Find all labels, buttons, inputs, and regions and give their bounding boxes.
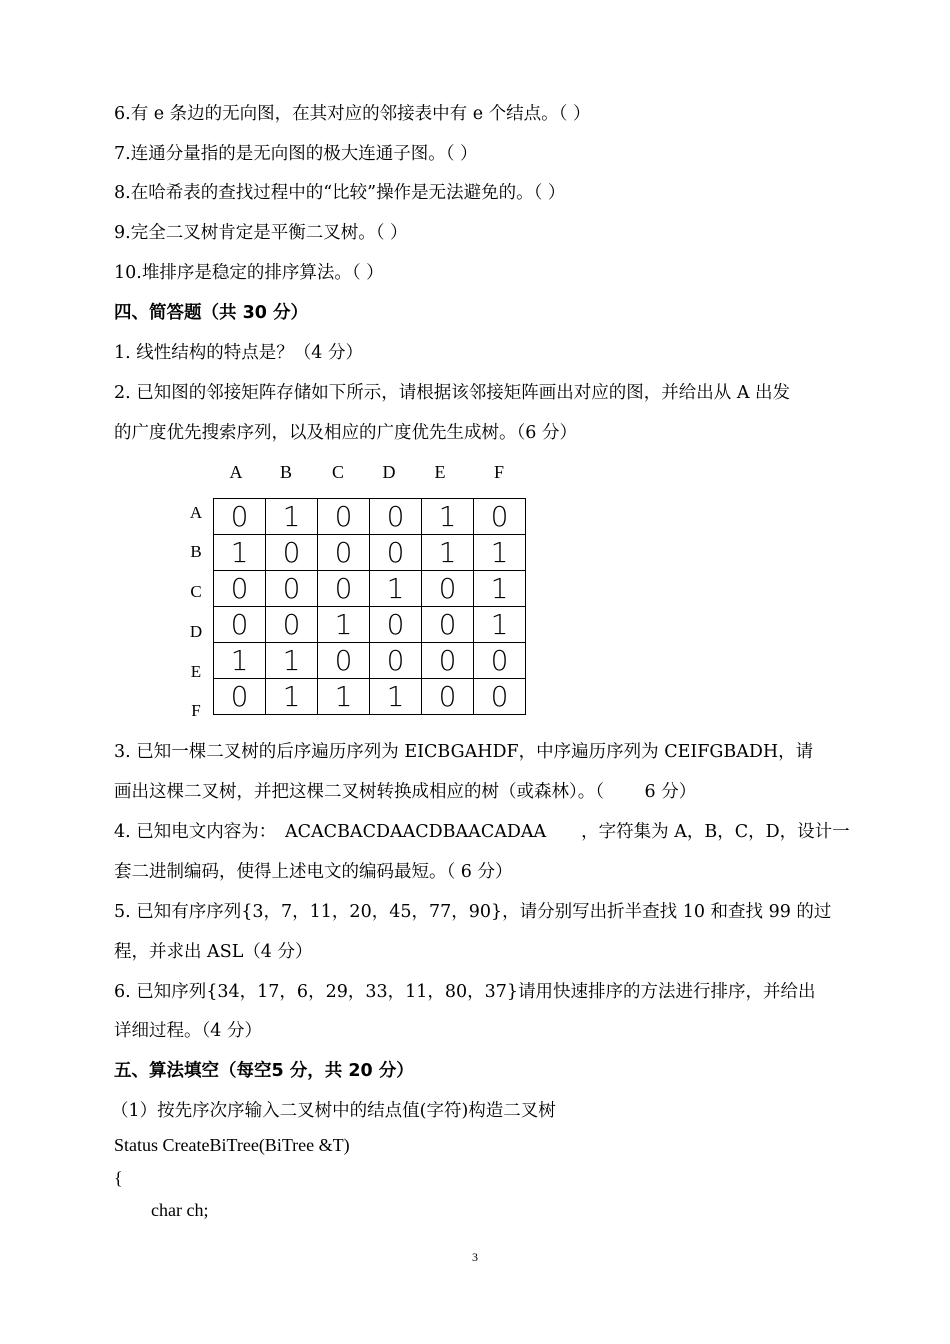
code-line: char ch; xyxy=(151,1200,209,1220)
section-5-heading: 五、算法填空（每空5 分，共 20 分） xyxy=(114,1061,414,1081)
matrix-col-label: A xyxy=(229,462,243,482)
matrix-cell: 0 xyxy=(214,571,266,607)
question-4-5-line-1: 5. 已知有序序列{3，7，11，20，45，77，90}，请分别写出折半查找 10 和查找 99 的过 xyxy=(114,902,832,922)
judgment-item-7: 7.连通分量指的是无向图的极大连通子图。（ ） xyxy=(114,144,478,164)
matrix-cell: 0 xyxy=(422,607,474,643)
matrix-cell: 1 xyxy=(318,607,370,643)
question-4-1: 1. 线性结构的特点是？（4 分） xyxy=(114,343,363,363)
matrix-cell: 0 xyxy=(370,607,422,643)
matrix-cell: 0 xyxy=(370,535,422,571)
matrix-col-label: D xyxy=(382,462,396,482)
matrix-cell: 0 xyxy=(474,499,526,535)
matrix-row xyxy=(214,535,526,571)
judgment-item-10: 10.堆排序是稳定的排序算法。（ ） xyxy=(114,263,384,283)
judgment-item-6: 6.有 e 条边的无向图，在其对应的邻接表中有 e 个结点。（ ） xyxy=(114,104,591,124)
section-4-heading: 四、简答题（共 30 分） xyxy=(114,303,309,323)
matrix-cell: 0 xyxy=(266,607,318,643)
matrix-row-label: D xyxy=(189,622,203,641)
matrix-row-label: E xyxy=(190,662,202,681)
code-line: { xyxy=(114,1168,123,1188)
matrix-cell: 0 xyxy=(370,643,422,679)
matrix-cell: 0 xyxy=(214,679,266,715)
matrix-cell: 1 xyxy=(266,679,318,715)
question-4-4-line-1: 4. 已知电文内容为： ACACBACDAACDBAACADAA ，字符集为 A，B，C，D，设计一 xyxy=(114,822,850,842)
judgment-item-9: 9.完全二叉树肯定是平衡二叉树。（ ） xyxy=(114,223,408,243)
matrix-cell: 0 xyxy=(214,607,266,643)
question-4-6-line-1: 6. 已知序列{34，17，6，29，33，11，80，37}请用快速排序的方法进行排序，并给出 xyxy=(114,982,816,1002)
question-4-3-line-2: 画出这棵二叉树，并把这棵二叉树转换成相应的树（或森林）。（ 6 分） xyxy=(114,782,697,802)
matrix-col-label: E xyxy=(434,462,446,482)
adjacency-matrix xyxy=(213,498,526,715)
matrix-row-label: F xyxy=(191,701,201,720)
section-5-item-1: （1）按先序次序输入二叉树中的结点值(字符)构造二叉树 xyxy=(111,1101,556,1121)
matrix-row xyxy=(214,499,526,535)
matrix-cell: 0 xyxy=(318,571,370,607)
matrix-cell: 1 xyxy=(214,535,266,571)
matrix-col-label: F xyxy=(493,462,504,482)
page-number: 3 xyxy=(472,1250,478,1264)
matrix-cell: 0 xyxy=(214,499,266,535)
matrix-cell: 1 xyxy=(370,679,422,715)
matrix-cell: 1 xyxy=(474,571,526,607)
judgment-item-8: 8.在哈希表的查找过程中的“比较”操作是无法避免的。（ ） xyxy=(114,183,566,203)
matrix-cell: 0 xyxy=(474,679,526,715)
matrix-cell: 1 xyxy=(422,499,474,535)
matrix-cell: 1 xyxy=(318,679,370,715)
matrix-cell: 0 xyxy=(370,499,422,535)
matrix-cell: 0 xyxy=(474,643,526,679)
matrix-cell: 1 xyxy=(474,607,526,643)
matrix-row xyxy=(214,571,526,607)
matrix-cell: 0 xyxy=(422,643,474,679)
matrix-cell: 0 xyxy=(266,571,318,607)
matrix-cell: 1 xyxy=(370,571,422,607)
matrix-cell: 1 xyxy=(266,499,318,535)
matrix-col-label: C xyxy=(331,462,344,482)
matrix-cell: 0 xyxy=(318,499,370,535)
matrix-cell: 0 xyxy=(422,679,474,715)
matrix-cell: 0 xyxy=(422,571,474,607)
matrix-row xyxy=(214,607,526,643)
question-4-4-line-2: 套二进制编码，使得上述电文的编码最短。（ 6 分） xyxy=(114,862,513,882)
matrix-cell: 0 xyxy=(266,535,318,571)
matrix-row xyxy=(214,643,526,679)
matrix-cell: 1 xyxy=(214,643,266,679)
matrix-cell: 0 xyxy=(318,643,370,679)
question-4-5-line-2: 程，并求出 ASL（4 分） xyxy=(114,942,313,962)
question-4-3-line-1: 3. 已知一棵二叉树的后序遍历序列为 EICBGAHDF，中序遍历序列为 CEIFGBADH，请 xyxy=(114,742,814,762)
matrix-cell: 1 xyxy=(474,535,526,571)
question-4-6-line-2: 详细过程。（4 分） xyxy=(114,1021,262,1041)
matrix-cell: 0 xyxy=(318,535,370,571)
code-line: Status CreateBiTree(BiTree &T) xyxy=(114,1135,350,1155)
matrix-col-label: B xyxy=(279,462,292,482)
question-4-2-line-1: 2. 已知图的邻接矩阵存储如下所示，请根据该邻接矩阵画出对应的图，并给出从 A 出发 xyxy=(114,383,791,403)
matrix-row xyxy=(214,679,526,715)
question-4-2-line-2: 的广度优先搜索序列，以及相应的广度优先生成树。（6 分） xyxy=(114,423,577,443)
matrix-row-label: C xyxy=(190,582,202,601)
matrix-cell: 1 xyxy=(422,535,474,571)
matrix-cell: 1 xyxy=(266,643,318,679)
matrix-row-label: A xyxy=(189,503,203,522)
matrix-row-label: B xyxy=(190,542,202,561)
